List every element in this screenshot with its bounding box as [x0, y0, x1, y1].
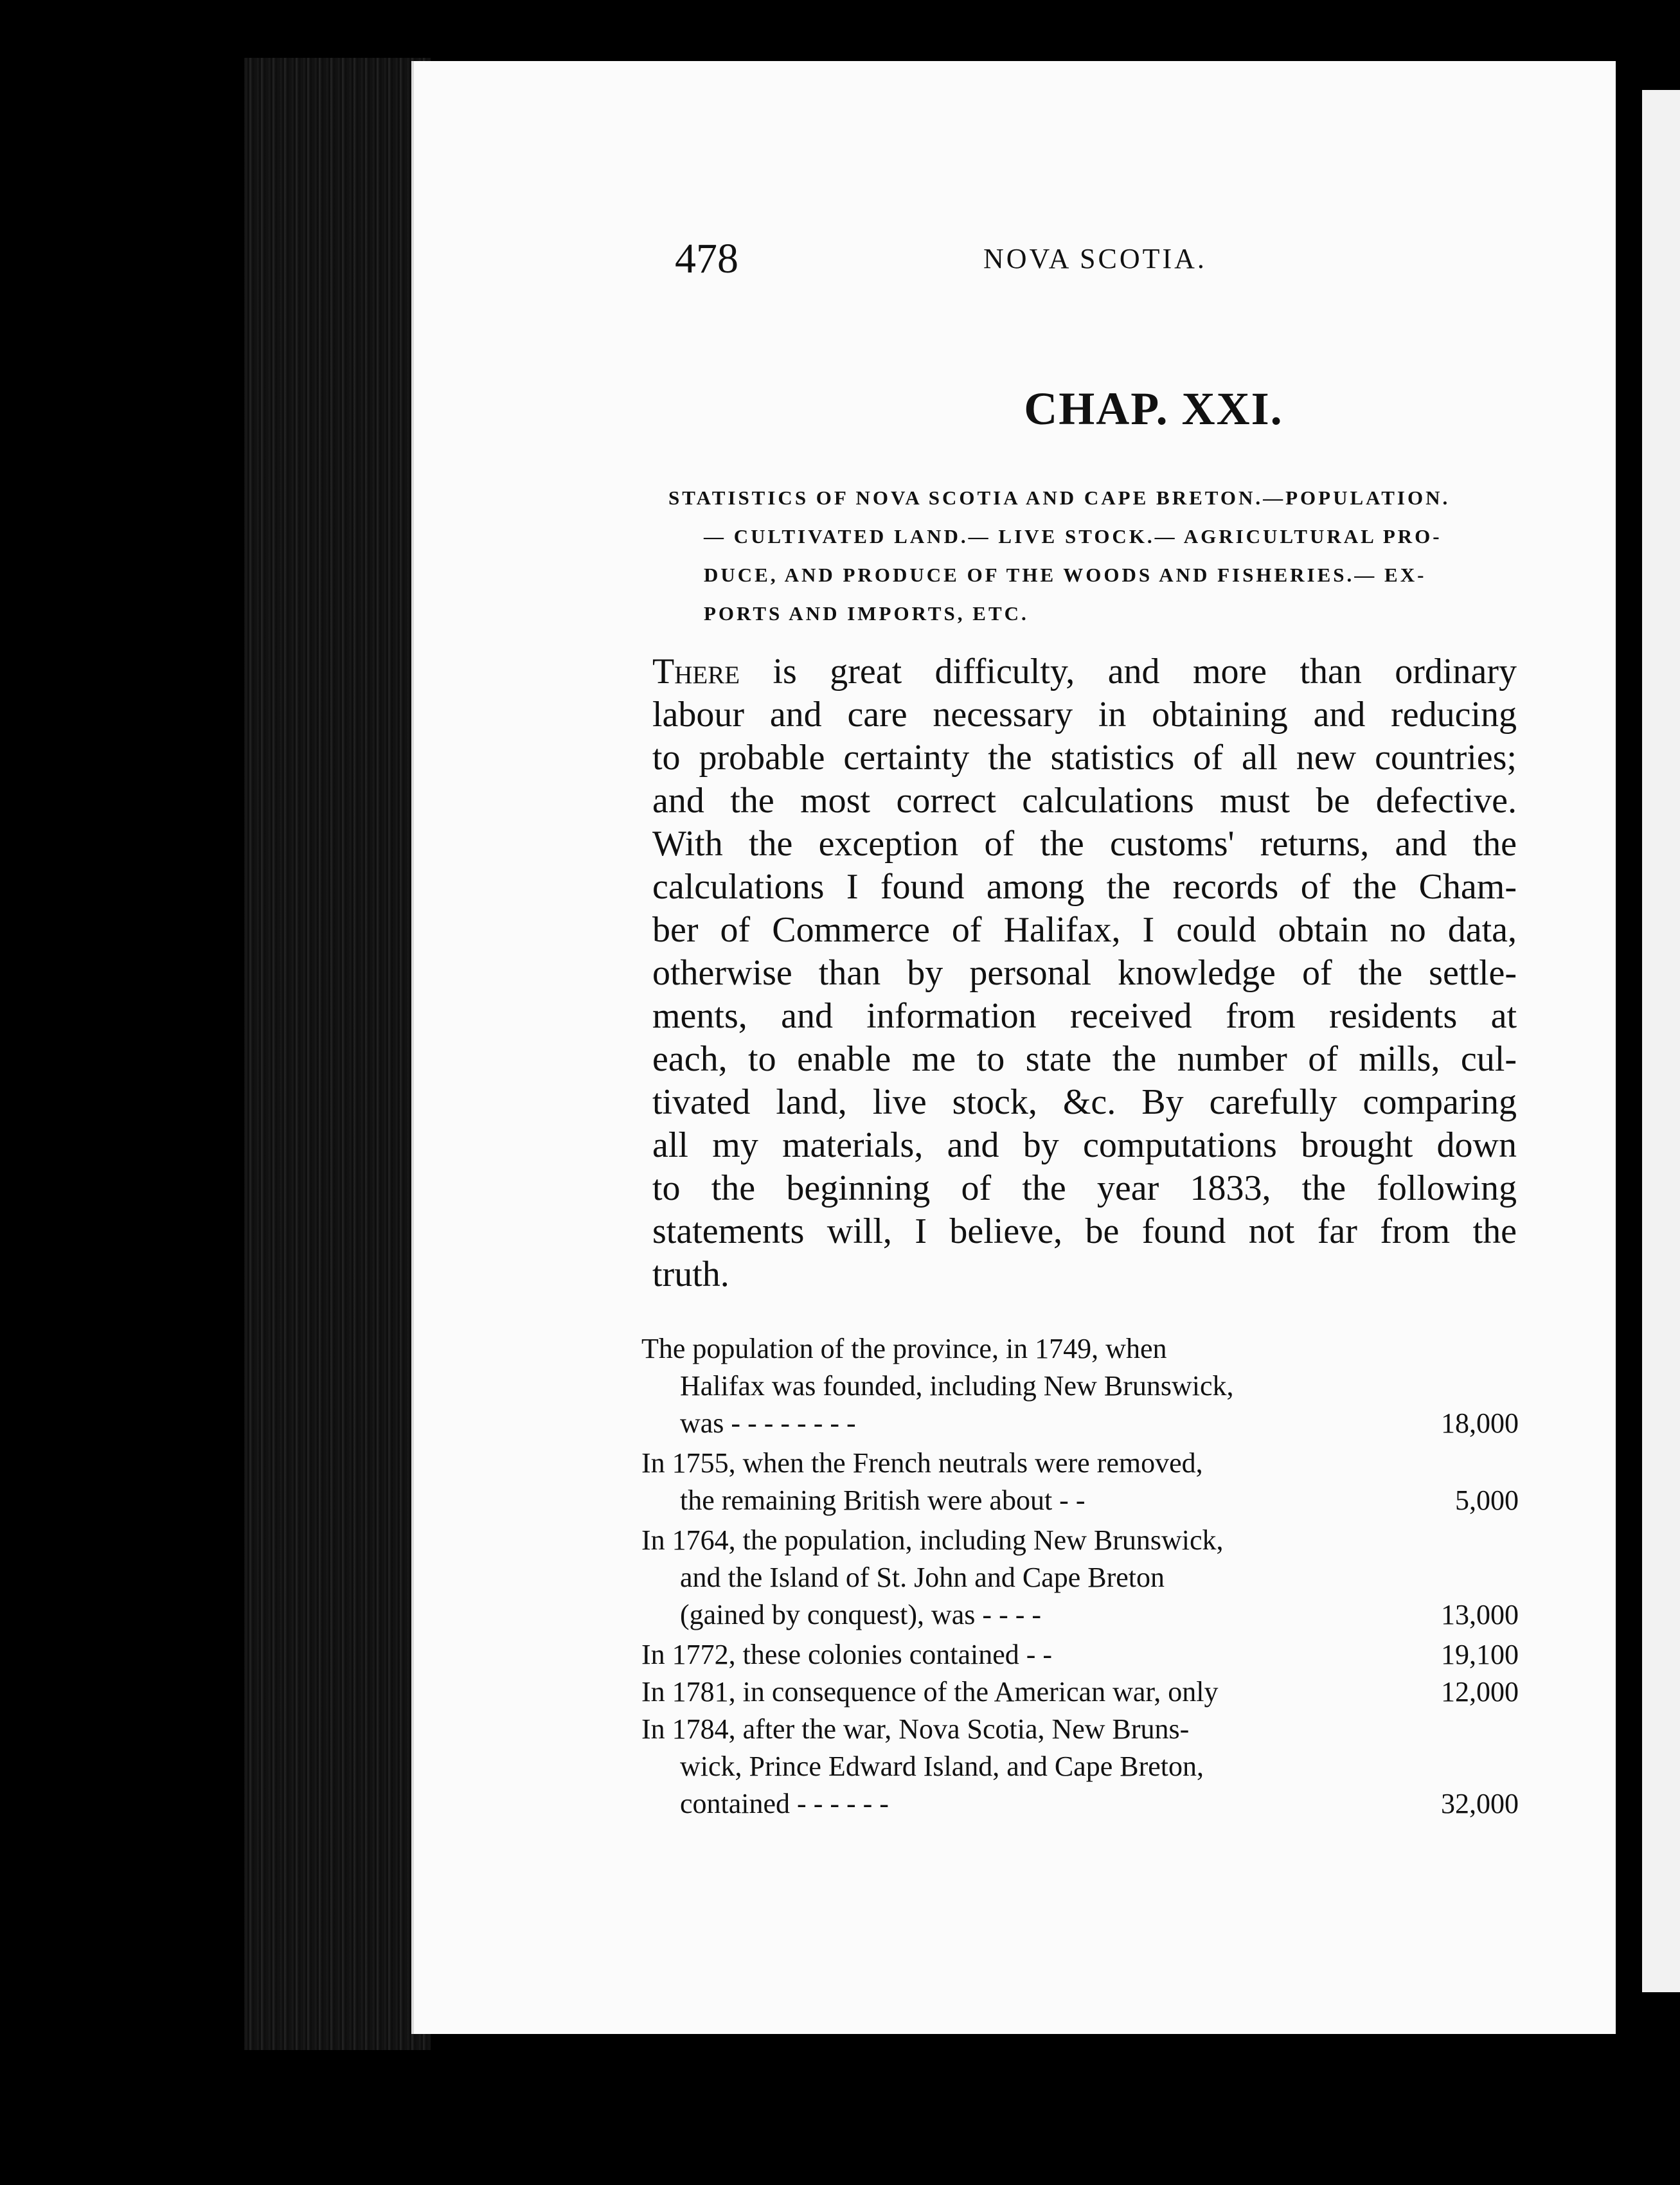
entry-line: In 1772, these colonies contained - -	[641, 1639, 1053, 1670]
entry-line: In 1781, in consequence of the American war, only	[641, 1676, 1219, 1708]
entry-line: In 1784, after the war, Nova Scotia, New Bruns-	[641, 1713, 1190, 1745]
intro-paragraph	[652, 650, 1517, 1296]
first-word: There	[652, 652, 740, 691]
population-value: 19,100	[1441, 1639, 1519, 1670]
paragraph-line: With the exception of the customs' returns, and the	[652, 824, 1517, 864]
entry-line: In 1755, when the French neutrals were removed,	[641, 1447, 1203, 1479]
entry-line: and the Island of St. John and Cape Breton	[680, 1562, 1165, 1593]
entry-line: wick, Prince Edward Island, and Cape Breton,	[680, 1751, 1204, 1782]
population-value: 13,000	[1441, 1599, 1519, 1630]
summary-line: STATISTICS OF NOVA SCOTIA AND CAPE BRETON.—POPULATION.	[668, 486, 1451, 509]
population-entry	[641, 1330, 1519, 1442]
entry-line: (gained by conquest), was - - - -	[680, 1599, 1042, 1630]
book-edge	[244, 58, 431, 2050]
paragraph-line: ber of Commerce of Halifax, I could obtain no data,	[652, 910, 1517, 950]
paragraph-line: each, to enable me to state the number of mills, cul-	[652, 1039, 1517, 1079]
paragraph-line: ments, and information received from residents at	[652, 996, 1517, 1036]
chapter-heading: CHAP. XXI.	[1024, 383, 1283, 434]
population-value: 5,000	[1455, 1485, 1519, 1516]
population-value: 12,000	[1441, 1676, 1519, 1708]
population-entry	[641, 1445, 1519, 1519]
entry-line: the remaining British were about - -	[680, 1485, 1086, 1516]
entry-line: Halifax was founded, including New Brunswick,	[680, 1370, 1234, 1402]
paragraph-line: otherwise than by personal knowledge of the settle-	[652, 953, 1517, 993]
entry-line: The population of the province, in 1749, when	[641, 1333, 1167, 1364]
paragraph-line: truth.	[652, 1254, 729, 1294]
paragraph-line: to the beginning of the year 1833, the following	[652, 1168, 1517, 1208]
paragraph-line: to probable certainty the statistics of all new countries;	[652, 738, 1517, 778]
facing-page-edge	[1642, 90, 1680, 1992]
paragraph-line: calculations I found among the records of the Cham-	[652, 867, 1517, 907]
paragraph-line: statements will, I believe, be found not far from the	[652, 1211, 1517, 1251]
entry-line: was - - - - - - - -	[680, 1407, 856, 1439]
entry-line: contained - - - - - -	[680, 1788, 889, 1819]
population-entry	[641, 1636, 1519, 1673]
population-table	[641, 1330, 1519, 1823]
population-entry	[641, 1522, 1519, 1634]
paragraph-line: labour and care necessary in obtaining and reducing	[652, 695, 1517, 735]
population-entry	[641, 1711, 1519, 1823]
running-head	[675, 235, 1530, 286]
entry-line: In 1764, the population, including New Brunswick,	[641, 1524, 1224, 1556]
paragraph-line: tivated land, live stock, &c. By carefully comparing	[652, 1082, 1517, 1122]
line-text: is great difficulty, and more than ordinary	[740, 652, 1517, 691]
summary-line: DUCE, AND PRODUCE OF THE WOODS AND FISHERIES.— EX-	[704, 564, 1427, 586]
paragraph-line: all my materials, and by computations brought down	[652, 1125, 1517, 1165]
chapter-summary	[668, 479, 1517, 633]
summary-line: PORTS AND IMPORTS, ETC.	[704, 602, 1029, 625]
population-entry	[641, 1673, 1519, 1711]
summary-line: — CULTIVATED LAND.— LIVE STOCK.— AGRICULTURAL PRO-	[704, 525, 1442, 548]
paragraph-line: and the most correct calculations must be defective.	[652, 781, 1517, 821]
population-value: 18,000	[1441, 1407, 1519, 1439]
running-title: NOVA SCOTIA.	[983, 243, 1207, 274]
population-value: 32,000	[1441, 1788, 1519, 1819]
page-number: 478	[675, 235, 738, 282]
paragraph-line	[652, 650, 1517, 693]
